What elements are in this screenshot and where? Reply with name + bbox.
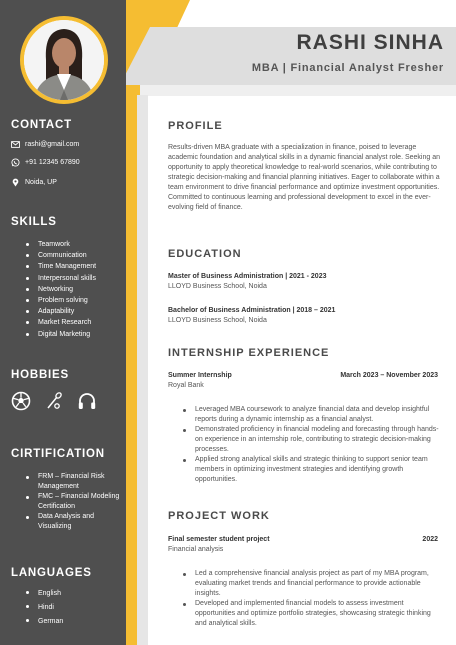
- certification-item: Data Analysis and Visualizing: [26, 512, 124, 532]
- language-item: English: [26, 587, 63, 601]
- internship-bullet: Demonstrated proficiency in financial modeling and forecasting through hands-on experience in an internship role, contributing to strategic decision-making processes.: [181, 425, 443, 455]
- project-bullet: Led a comprehensive financial analysis project as part of my MBA program, evaluating market trends and financial performance to provide actionable insights.: [181, 569, 443, 599]
- certification-heading: CIRTIFICATION: [11, 448, 105, 460]
- contact-email: [11, 140, 79, 149]
- contact-heading: CONTACT: [11, 119, 72, 131]
- languages-heading: LANGUAGES: [11, 567, 92, 579]
- email-icon: [11, 140, 20, 149]
- profile-heading: PROFILE: [168, 120, 223, 132]
- education-school: LLOYD Business School, Noida: [168, 283, 267, 290]
- avatar: [24, 20, 104, 100]
- internship-dates: March 2023 – November 2023: [340, 372, 438, 379]
- skill-item: Adaptability: [26, 306, 96, 317]
- language-item: Hindi: [26, 601, 63, 615]
- phone-text: +91 12345 67890: [25, 159, 80, 166]
- skill-item: Time Management: [26, 261, 96, 272]
- candidate-title: MBA | Financial Analyst Fresher: [251, 62, 444, 74]
- skill-item: Digital Marketing: [26, 329, 96, 340]
- light-stripe: [137, 95, 148, 645]
- contact-location: [11, 178, 57, 187]
- headphones-icon: [77, 391, 97, 411]
- education-degree: Master of Business Administration | 2021 - 2023: [168, 273, 327, 280]
- skills-list: [26, 239, 96, 340]
- location-text: Noida, UP: [25, 179, 57, 186]
- languages-list: [26, 587, 63, 629]
- accent-stripe: [126, 95, 137, 645]
- candidate-name: RASHI SINHA: [296, 31, 444, 54]
- whatsapp-icon: [11, 158, 20, 167]
- certification-item: FRM – Financial Risk Management: [26, 472, 124, 492]
- skill-item: Problem solving: [26, 295, 96, 306]
- project-bullets: [181, 569, 443, 629]
- contact-phone: [11, 158, 80, 167]
- internship-bullet: Leveraged MBA coursework to analyze financial data and develop insightful reports during a dynamic internship as a financial analyst.: [181, 405, 443, 425]
- internship-bullets: [181, 405, 443, 485]
- education-school: LLOYD Business School, Noida: [168, 317, 267, 324]
- badminton-icon: [44, 391, 64, 411]
- skill-item: Market Research: [26, 317, 96, 328]
- football-icon: [11, 391, 31, 411]
- internship-heading: INTERNSHIP EXPERIENCE: [168, 347, 330, 359]
- project-heading: PROJECT WORK: [168, 510, 270, 522]
- internship-bullet: Applied strong analytical skills and strategic thinking to support senior team members in optimizing investment strategies and identifying growth opportunities.: [181, 455, 443, 485]
- email-text: rashi@gmail.com: [25, 141, 80, 148]
- hobbies-icons: [11, 391, 97, 411]
- internship-title: Summer Internship: [168, 372, 232, 379]
- education-heading: EDUCATION: [168, 248, 242, 260]
- internship-company: Royal Bank: [168, 382, 204, 389]
- skill-item: Interpersonal skills: [26, 273, 96, 284]
- certification-item: FMC – Financial Modeling Certification: [26, 492, 124, 512]
- language-item: German: [26, 615, 63, 629]
- education-degree: Bachelor of Business Administration | 2018 – 2021: [168, 307, 336, 314]
- certification-list: [26, 472, 124, 532]
- skill-item: Networking: [26, 284, 96, 295]
- skill-item: Communication: [26, 250, 96, 261]
- location-pin-icon: [11, 178, 20, 187]
- project-title: Final semester student project: [168, 536, 270, 543]
- hobbies-heading: HOBBIES: [11, 369, 69, 381]
- project-bullet: Developed and implemented financial models to assess investment opportunities and optimize portfolio strategies, showcasing strategic thinking and analytical skills.: [181, 599, 443, 629]
- skill-item: Teamwork: [26, 239, 96, 250]
- profile-photo: [24, 20, 104, 100]
- project-subtitle: Financial analysis: [168, 546, 224, 553]
- project-year: 2022: [422, 536, 438, 543]
- skills-heading: SKILLS: [11, 216, 57, 228]
- profile-text: Results-driven MBA graduate with a specialization in finance, poised to leverage academic foundation and analytical skills in a dynamic financial analyst role. Seeking an opportunity to apply theoretical knowledge to real-world scenarios, while contributing to strategic decision-making and financial planning initiatives. Eager to collaborate within a team environment to drive financial performance and optimize investment opportunities. Committed to continuous learning and professional development to excel in the ever-evolving field of finance.: [168, 144, 440, 211]
